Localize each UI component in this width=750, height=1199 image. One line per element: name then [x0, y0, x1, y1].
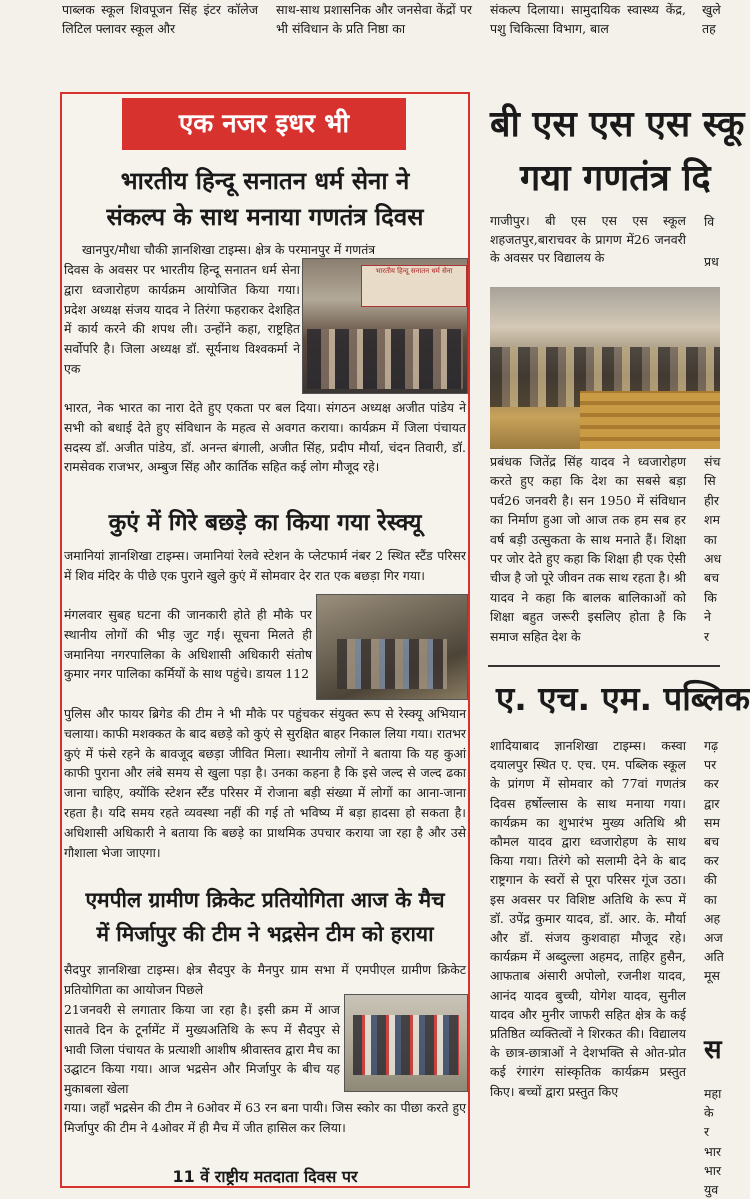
story-cut-headline: 11 वें राष्ट्रीय मतदाता दिवस पर: [172, 1167, 358, 1186]
story1-lead: खानपुर/मौधा चौकी ज्ञानशिखा टाइम्स। क्षेत्र के परमानपुर में गणतंत्र: [82, 242, 376, 257]
photo-crowd: [337, 639, 447, 689]
story4-col2-line2: प्रध: [704, 254, 719, 269]
story5-col2-body: गढ़ पर कर द्वार सम बच कर की का अह अज अति मूस: [704, 738, 724, 984]
story4-col2-top: वि: [704, 214, 715, 229]
top-strip-col2: साथ-साथ प्रशासनिक और जनसेवा केंद्रों पर भी संविधान के प्रति निष्ठा का: [276, 2, 472, 36]
story3-body: गया। जहाँ भद्रसेन की टीम ने 6ओवर में 63 रन बना पायी। जिस स्कोर का पीछा करते हुए मिर्जापुर की टीम ने 4ओवर में ही मैच में जीत हासिल कर लिया।: [64, 1100, 466, 1135]
story3-lead: सैदपुर ज्ञानशिखा टाइम्स। क्षेत्र सैदपुर के मैनपुर ग्राम सभा में एमपीएल ग्रामीण क्रिकेट प्रतियोगिता का आयोजन पिछले: [64, 962, 466, 997]
story3-photo: [344, 994, 468, 1092]
top-strip-col4: खुले तह: [702, 2, 721, 36]
story3-narrow: 21जनवरी से लगातार किया जा रहा है। इसी क्रम में आज सातवे दिन के टूर्नामेंट में मुख्यअतिथि के रूप में सैदपुर से भावी जिला पंचायत के प्रत्याशी आशीष श्रीवास्तव द्वारा मैच का उद्घाटन किया गया। आज भद्रसेन और मिर्जापुर के बीच यह मुकाबला खेला: [64, 1002, 340, 1097]
story2-photo: [316, 594, 468, 700]
story2-body: पुलिस और फायर ब्रिगेड की टीम ने भी मौके पर पहुंचकर संयुक्त रूप से रेस्क्यू अभियान चलाया। काफी मशक्कत के बाद बछड़े को कुएं से सुरक्षित बाहर निकाल लिया गया। रातभर कुएं में फंसे रहने के बावजूद बछड़ा जीवित मिला। स्थानीय लोगों ने बताया कि यह कुआं काफी पुराना और लंबे समय से खुला पड़ा है। उनका कहना है कि इसे जल्द से जल्द ढका जाना चाहिए, क्योंकि स्टेशन स्टैंड परिसर में रोजाना बड़ी संख्या में लोगों का आना-जाना रहता है। यदि समय रहते व्यवस्था नहीं की गई तो भविष्य में बड़ा हादसा हो सकता है। अधिशासी अधिकारी ने बताया कि बछड़े का प्राथमिक उपचार कराया जा रहा है और उसे गौशाला भेजा जाएगा।: [64, 706, 466, 860]
story3-headline-1: एमपील ग्रामीण क्रिकेट प्रतियोगिता आज के मैच: [85, 888, 445, 912]
story5-body: शादियाबाद ज्ञानशिखा टाइम्स। कस्वा दयालपुर स्थित ए. एच. एम. पब्लिक स्कूल के प्रांगण में सोमवार को 77वां गणतंत्र दिवस हर्षोल्लास के साथ मनाया गया। कार्यक्रम का शुभारंभ मुख्य अतिथि श्री कौमल यादव द्वारा ध्वजारोहण के साथ किया गया। तिरंगे को सलामी देने के बाद राष्ट्रगान के स्वरों से पूरा परिसर गूंज उठा। इस अवसर पर विशिष्ट अतिथि के रूप में डॉ. उपेंद्र कुमार यादव, डॉ. आर. के. मौर्या और डॉ. संजय कुशवाहा मौजूद रहे। कार्यक्रम में अब्दुल्ला अहमद, ताहिर हुसैन, आफताब अंसारी अपोलो, रजनीश यादव, आनंद यादव बुच्ची, योगेश यादव, सुनील यादव और मुनीर जाफरी सहित क्षेत्र के कई प्रतिष्ठित व्यक्तित्वों ने शिरकत की। विद्यालय के छात्र-छात्राओं ने देशभक्ति से ओत-प्रोत कई रंगारंग सांस्कृतिक कार्यक्रम प्रस्तुत किए। बच्चों द्वारा प्रस्तुत किए: [490, 738, 686, 1099]
top-strip-col3: संकल्प दिलाया। सामुदायिक स्वास्थ्य केंद्र, पशु चिकित्सा विभाग, बाल: [490, 2, 686, 36]
story1-photo: [302, 258, 468, 394]
story1-headline-2: संकल्प के साथ मनाया गणतंत्र दिवस: [106, 203, 424, 231]
story4-headline-1: बी एस एस एस स्कू: [490, 104, 745, 145]
story4-intro: गाजीपुर। बी एस एस एस स्कूल शहजतपुर,बाराचवर के प्रागण में26 जनवरी के अवसर पर विद्यालय के: [490, 213, 686, 265]
news-box: [60, 92, 470, 1188]
photo-players: [353, 1015, 459, 1075]
photo-people: [307, 329, 463, 389]
story5-col2-tail: महा के र भार भार युव: [704, 1086, 722, 1198]
story3-headline-2: में मिर्जापुर की टीम ने भद्रसेन टीम को हराया: [96, 922, 434, 946]
story4-headline-2: गया गणतंत्र दि: [520, 158, 711, 199]
story2-headline: कुएं में गिरे बछड़े का किया गया रेस्क्यू: [108, 510, 422, 536]
story5-headline: ए. एच. एम. पब्लिक: [496, 679, 750, 718]
story4-photo: [490, 287, 720, 449]
story2-narrow: मंगलवार सुबह घटना की जानकारी होते ही मौके पर स्थानीय लोगों की भीड़ जुट गई। सूचना मिलते ही जमानिया नगरपालिका के अधिशासी अधिकारी संतोष कुमार नगर पालिका कर्मियों के साथ पहुंचे। डायल 112: [64, 607, 312, 682]
photo-benches: [580, 391, 720, 449]
story1-narrow: दिवस के अवसर पर भारतीय हिन्दू सनातन धर्म सेना द्वारा ध्वजारोहण कार्यक्रम आयोजित किया गया। प्रदेश अध्यक्ष संजय यादव ने तिरंगा फहराकर देशहित में कार्य करने की शपथ ली। उन्होंने कहा, राष्ट्रहित सर्वोपरि है। जिला अध्यक्ष डॉ. सूर्यनाथ विश्वकर्मा ने एक: [64, 262, 300, 376]
box-banner: एक नजर इधर भी: [122, 98, 406, 150]
divider: [488, 665, 720, 667]
story1-headline-1: भारतीय हिन्दू सनातन धर्म सेना ने: [120, 167, 410, 195]
story1-body: भारत, नेक भारत का नारा देते हुए एकता पर बल दिया। संगठन अध्यक्ष अजीत पांडेय ने सभी को बधाई देते हुए संविधान के महत्व से अवगत कराया। कार्यक्रम में जिला पंचायत सदस्य डॉ. अजीत पांडेय, डॉ. अनन्त बंगाली, अजीत सिंह, प्रदीप मौर्या, चंदन तिवारी, डॉ. रामसेवक राजभर, अम्बुज सिंह और कार्तिक सहित कई लोग मौजूद रहे।: [64, 400, 466, 475]
story2-lead: जमानियां ज्ञानशिखा टाइम्स। जमानियां रेलवे स्टेशन के प्लेटफार्म नंबर 2 स्थित स्टैंड परिसर में शिव मंदिर के पीछे एक पुराने खुले कुएं में सोमवार देर रात एक बछड़ा गिर गया।: [64, 548, 466, 583]
photo-banner: भारतीय हिन्दू सनातन धर्म सेना: [361, 265, 467, 307]
story4-col2-body: संच सि हीर शम का अध बच कि ने र: [704, 454, 722, 644]
story5-col2-head: स: [704, 1035, 722, 1065]
story4-body: प्रबंधक जितेंद्र सिंह यादव ने ध्वजारोहण करते हुए कहा कि देश का सबसे बड़ा पर्व26 जनवरी है। सन 1950 में संविधान का निर्माण हुआ जो आज तक हम सब हर वर्ष बड़ी उत्सुकता के साथ मनाते हैं। शिक्षा पर जोर देते हुए कहा कि शिक्षा ही एक ऐसी चीज है जो पूरे जीवन तक साथ रहता है। श्री यादव ने कहा कि बालक बालिकाओं को शिक्षा बहुत जरूरी इसलिए होता है कि समाज सहित देश के: [490, 454, 686, 644]
top-strip-col1: पाब्लक स्कूल शिवपूजन सिंह इंटर कॉलेज लिटिल फ्लावर स्कूल और: [62, 2, 258, 36]
